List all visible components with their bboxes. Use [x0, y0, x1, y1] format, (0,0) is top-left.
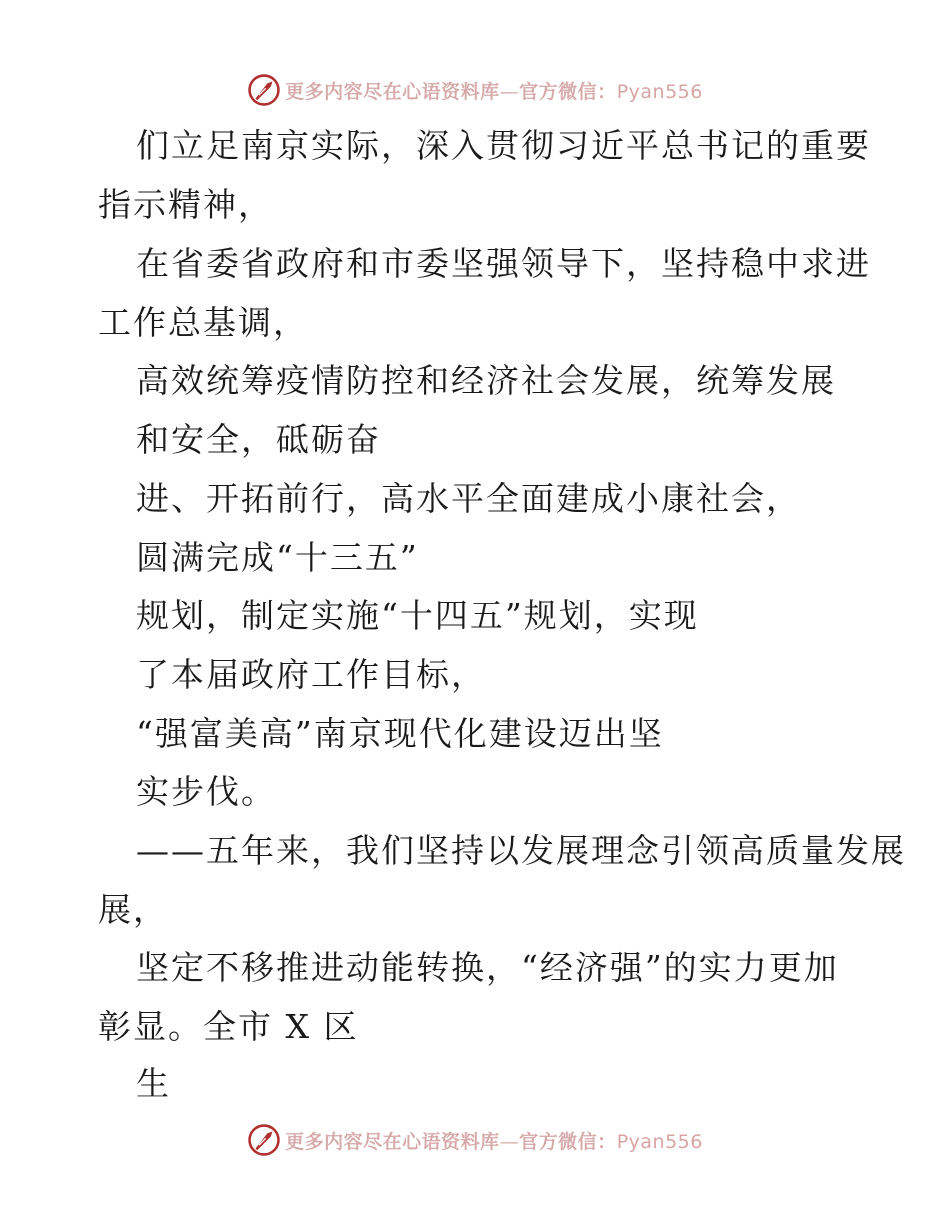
- text-line: 圆满完成“十三五”: [136, 538, 419, 577]
- quill-logo-icon: [247, 73, 281, 107]
- text-line: “强富美高”南京现代化建设迈出坚: [136, 714, 664, 753]
- text-line: 实步伐。: [136, 772, 276, 811]
- header-watermark: [0, 68, 950, 112]
- text-line: 规划，制定实施“十四五”规划，实现: [136, 596, 699, 635]
- text-line: 指示精神，: [98, 185, 273, 224]
- text-line: 坚定不移推进动能转换，“经济强”的实力更加: [136, 948, 839, 987]
- text-line: 生: [136, 1064, 171, 1103]
- text-line: 和安全，砥砺奋: [136, 420, 381, 459]
- text-line: 高效统筹疫情防控和经济社会发展，统筹发展: [136, 361, 836, 400]
- text-line: 们立足南京实际，深入贯彻习近平总书记的重要: [136, 126, 871, 165]
- text-line: ——五年来，我们坚持以发展理念引领高质量发展: [136, 831, 906, 870]
- footer-watermark: [0, 1118, 950, 1162]
- text-line: 工作总基调，: [98, 303, 308, 342]
- watermark-text: 更多内容尽在心语资料库—官方微信：Pyan556: [285, 1130, 703, 1153]
- text-line: 展，: [98, 890, 168, 929]
- quill-logo-icon: [247, 1123, 281, 1157]
- watermark-text: 更多内容尽在心语资料库—官方微信：Pyan556: [285, 80, 703, 103]
- text-line: 在省委省政府和市委坚强领导下，坚持稳中求进: [136, 244, 871, 283]
- text-line: 彰显。全市 X 区: [98, 1007, 359, 1046]
- text-line: 了本届政府工作目标，: [136, 655, 486, 694]
- text-line: 进、开拓前行，高水平全面建成小康社会，: [136, 479, 801, 518]
